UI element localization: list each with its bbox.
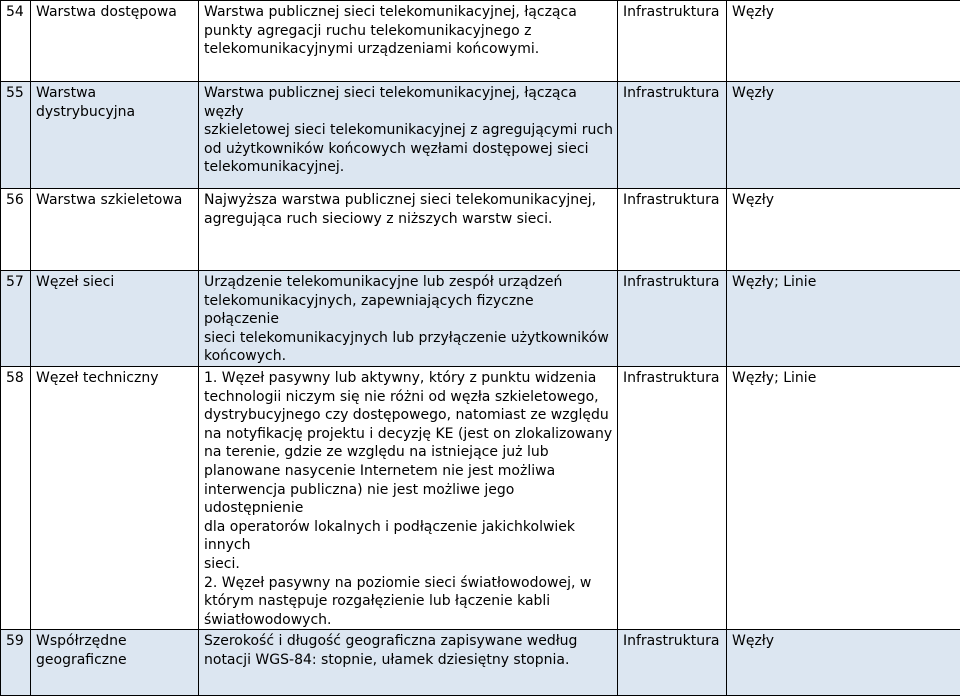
term-cell [31,366,199,629]
term-cell [31,630,199,696]
definition-line: szkieletowej sieci telekomunikacyjnej z agregującymi ruch [204,121,613,140]
definition-line: sieci telekomunikacyjnych lub przyłączenie użytkowników [204,329,613,348]
term-cell [31,82,199,189]
definition-line: dla operatorów lokalnych i podłączenie jakichkolwiek innych [204,518,613,555]
definition-cell [199,630,618,696]
term-cell [31,271,199,367]
table-row [1,82,960,189]
objects-cell: Węzły [727,189,960,271]
definition-line: interwencja publiczna) nie jest możliwe jego udostępnienie [204,481,613,518]
table-row [1,1,960,82]
definition-cell [199,189,618,271]
definition-cell [199,1,618,82]
objects-cell: Węzły; Linie [727,271,960,367]
definition-cell [199,366,618,629]
category-cell: Infrastruktura [618,271,727,367]
table-row [1,630,960,696]
definition-line: na terenie, gdzie ze względu na istniejące już lub [204,443,613,462]
term-line: Warstwa szkieletowa [36,191,194,210]
table-row [1,366,960,629]
definition-cell [199,271,618,367]
definition-line: 2. Węzeł pasywny na poziomie sieci światłowodowej, w [204,574,613,593]
term-line: Współrzędne [36,632,194,651]
definition-line: sieci. [204,555,613,574]
term-line: Węzeł techniczny [36,369,194,388]
term-line: Węzeł sieci [36,273,194,292]
definition-line: agregująca ruch sieciowy z niższych warstw sieci. [204,210,613,229]
term-cell [31,1,199,82]
objects-cell: Węzły [727,1,960,82]
definition-line: telekomunikacyjnymi urządzeniami końcowymi. [204,40,613,59]
table-row [1,189,960,271]
row-number: 56 [1,189,31,271]
definition-line: końcowych. [204,347,613,366]
objects-cell: Węzły [727,82,960,189]
objects-cell: Węzły; Linie [727,366,960,629]
row-number: 59 [1,630,31,696]
row-number: 58 [1,366,31,629]
definition-line: notacji WGS-84: stopnie, ułamek dziesiętny stopnia. [204,651,613,670]
definition-line: Najwyższa warstwa publicznej sieci telekomunikacyjnej, [204,191,613,210]
term-line: Warstwa dostępowa [36,3,194,22]
category-cell: Infrastruktura [618,189,727,271]
objects-cell: Węzły [727,630,960,696]
definition-line: technologii niczym się nie różni od węzła szkieletowego, [204,388,613,407]
row-number: 57 [1,271,31,367]
definition-line: Urządzenie telekomunikacyjne lub zespół urządzeń [204,273,613,292]
category-cell: Infrastruktura [618,366,727,629]
row-number: 55 [1,82,31,189]
definition-line: od użytkowników końcowych węzłami dostępowej sieci [204,140,613,159]
term-cell [31,189,199,271]
category-cell: Infrastruktura [618,82,727,189]
definition-line: Warstwa publicznej sieci telekomunikacyjnej, łącząca [204,3,613,22]
definition-line: na notyfikację projektu i decyzję KE (jest on zlokalizowany [204,425,613,444]
definition-line: Warstwa publicznej sieci telekomunikacyjnej, łącząca węzły [204,84,613,121]
definition-line: dystrybucyjnego czy dostępowego, natomiast ze względu [204,406,613,425]
definition-line: punkty agregacji ruchu telekomunikacyjnego z [204,22,613,41]
definition-line: Szerokość i długość geograficzna zapisywane według [204,632,613,651]
term-line: geograficzne [36,651,194,670]
definition-line: telekomunikacyjnych, zapewniających fizyczne połączenie [204,292,613,329]
category-cell: Infrastruktura [618,630,727,696]
definition-cell [199,82,618,189]
definition-line: 1. Węzeł pasywny lub aktywny, który z punktu widzenia [204,369,613,388]
definition-line: planowane nasycenie Internetem nie jest możliwa [204,462,613,481]
term-line: Warstwa dystrybucyjna [36,84,194,121]
definition-line: którym następuje rozgałęzienie lub łączenie kabli [204,592,613,611]
table-row [1,271,960,367]
definition-line: telekomunikacyjnej. [204,158,613,177]
row-number: 54 [1,1,31,82]
definition-line: światłowodowych. [204,611,613,630]
category-cell: Infrastruktura [618,1,727,82]
